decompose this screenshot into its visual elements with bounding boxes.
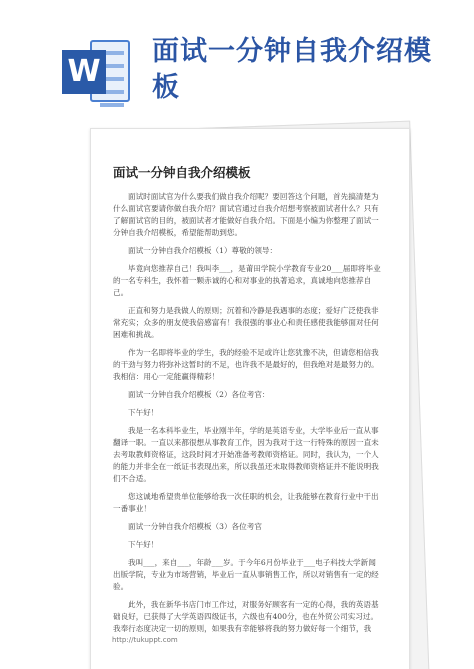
body-paragraph: 此外，我在新华书店门市工作过，对服务好顾客有一定的心得，我的英语基础良好，已获得了大学英语四级证书，六级也有400分，也在外贸公司实习过。我奉行态度决定一切的原则，如果我有幸能够将我的努力做好每一个细节，我: [113, 600, 379, 633]
body-paragraph: 我是一名本科毕业生，毕业刚半年，学的是英语专业，大学毕业后一直从事翻译一职。一直以来都很想从事教育工作，因为我对于这一行特殊的原因一直未去考取教师资格证，这段时间才开始准备考教师资格证。同时，我认为，一个人的能力并非全在一纸证书表现出来，所以我虽还未取得教师资格证并不能说明我们不合适。: [113, 426, 379, 483]
body-paragraph: 作为一名即将毕业的学生，我的经验不足或许让您犹豫不决，但请您相信我的干劲与努力将弥补这暂时的不足，也许我不是最好的，但我绝对是最努力的。我相信：用心一定能赢得精彩！: [113, 348, 379, 381]
body-paragraph: 正直和努力是我做人的原则；沉着和冷静是我遇事的态度；爱好广泛使我非常充实；众多的朋友使我倍感富有！我很强的事业心和责任感使我能够面对任何困难和挑战。: [113, 306, 379, 339]
greeting: 下午好！: [128, 408, 159, 417]
template-1-heading: 面试一分钟自我介绍模板（1）尊敬的领导：: [128, 246, 278, 255]
word-logo-letter: W: [62, 50, 106, 94]
template-3-heading: 面试一分钟自我介绍模板（3）各位考官: [128, 522, 262, 531]
body-paragraph: 您这诚地希望贵单位能够给我一次任职的机会，让我能够在教育行业中干出一番事业！: [113, 492, 379, 513]
source-url: http://tukuppt.com: [112, 636, 178, 644]
word-document-icon: [62, 36, 132, 108]
greeting: 下午好！: [128, 540, 159, 549]
template-2-heading: 面试一分钟自我介绍模板（2）各位考官：: [128, 390, 270, 399]
document-page: [90, 128, 410, 669]
intro-paragraph: 面试时面试官为什么要我们做自我介绍呢？要回答这个问题，首先搞清楚为什么面试官要请你做自我介绍？面试官通过自我介绍想考察被面试者什么？只有了解面试官的目的，被面试者才能做好自我介绍。下面是小编为你整理了面试一分钟自我介绍模板，希望能帮助到您。: [113, 192, 379, 237]
body-paragraph: 毕竟向您推荐自己！我叫李___，是莆田学院小学教育专业20___届即将毕业的一名专科生，我怀着一颗赤诚的心和对事业的执著追求，真诚地向您推荐自己。: [113, 264, 381, 297]
body-paragraph: 我叫___，来自___，年龄___岁。于今年6月份毕业于___电子科技大学新闻出版学院，专业为市场营销，毕业后一直从事销售工作，所以对销售有一定的经验。: [113, 558, 379, 591]
header: [0, 0, 474, 120]
document-title: 面试一分钟自我介绍模板: [113, 165, 251, 180]
header-title: 面试一分钟自我介绍模板: [152, 36, 432, 103]
